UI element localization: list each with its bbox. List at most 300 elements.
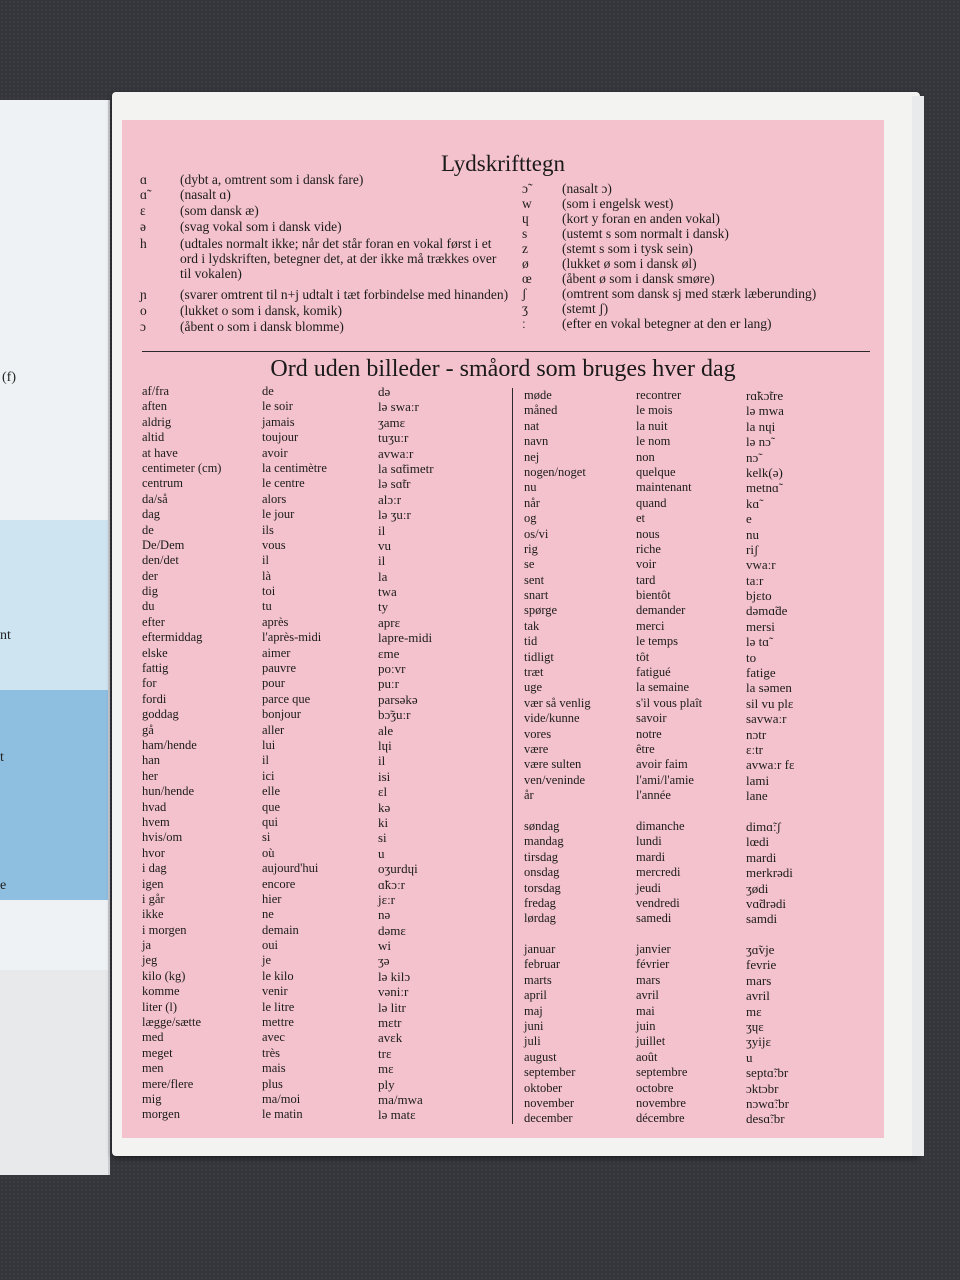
word-entry: wi: [378, 938, 391, 954]
symbol-glyph: z: [522, 241, 528, 256]
symbol-description: (nasalt ɔ): [562, 181, 612, 196]
symbol-description: (lukket ø som i dansk øl): [562, 256, 697, 271]
word-entry: aller: [262, 722, 285, 737]
word-entry: nɔ̃: [746, 449, 759, 465]
word-entry: vendredi: [636, 895, 680, 910]
word-entry: desɑ̃ːbr: [746, 1111, 785, 1127]
word-entry: alɔːr: [378, 491, 402, 507]
word-entry: ma/mwa: [378, 1091, 423, 1107]
word-entry: la nuit: [636, 418, 668, 433]
word-entry: nu: [524, 480, 537, 495]
word-entry: [746, 927, 794, 942]
illustration-sea: [0, 690, 108, 900]
pronunciation-title: Lydskrifttegn: [441, 151, 565, 176]
word-entry: kilo (kg): [142, 968, 186, 983]
word-entry: aimer: [262, 645, 291, 660]
word-entry: de: [262, 384, 274, 398]
word-entry: lə sɑ̃tr: [378, 476, 411, 492]
word-entry: dəmɑ̃de: [746, 603, 788, 619]
symbol-description: (omtrent som dansk sj med stærk læberunding): [562, 286, 817, 301]
word-entry: merci: [636, 618, 665, 633]
word-entry: snart: [524, 588, 549, 603]
word-entry: après: [262, 614, 289, 629]
word-entry: ɔktɔbr: [746, 1080, 779, 1096]
word-entry: bjɛto: [746, 588, 772, 604]
word-entry: vwaːr: [746, 557, 776, 573]
word-entry: la: [378, 568, 388, 584]
word-entry: aprɛ: [378, 614, 401, 630]
symbol-glyph: s: [522, 226, 528, 241]
word-entry: il: [262, 753, 269, 768]
symbol-description: (dybt a, omtrent som i dansk fare): [180, 172, 364, 187]
word-entry: af/fra: [142, 384, 170, 398]
symbol-description: (lukket o som i dansk, komik): [180, 303, 342, 318]
word-entry: han: [142, 753, 161, 768]
word-entry: lə tɑ̃: [746, 634, 770, 650]
wordlist-title: Ord uden billeder - småord som bruges hver dag: [270, 356, 736, 382]
word-entry: april: [524, 988, 547, 1003]
word-entry: ɛme: [378, 645, 400, 661]
word-entry: tuʒuːr: [378, 430, 409, 446]
word-entry: og: [524, 511, 537, 526]
word-entry: de: [142, 522, 154, 537]
word-entry: août: [636, 1049, 658, 1064]
word-entry: men: [142, 1061, 164, 1076]
word-entry: tu: [262, 599, 272, 614]
word-entry: nɔwɑ̃ːbr: [746, 1095, 789, 1111]
column-french-left: [262, 384, 327, 1123]
word-entry: vəniːr: [378, 984, 409, 1000]
word-entry: avril: [636, 988, 659, 1003]
word-entry: mardi: [636, 849, 666, 864]
word-entry: se: [524, 557, 535, 572]
word-entry: février: [636, 957, 670, 972]
word-entry: puːr: [378, 676, 399, 692]
word-entry: [636, 927, 702, 942]
word-entry: mere/flere: [142, 1076, 194, 1091]
column-divider: [512, 388, 513, 1124]
word-entry: lə matɛ: [378, 1107, 416, 1123]
word-entry: for: [142, 676, 157, 691]
word-entry: voir: [636, 557, 657, 572]
word-entry: i går: [142, 891, 165, 906]
symbol-glyph: ə: [140, 219, 146, 234]
symbol-glyph: h: [140, 236, 147, 251]
word-entry: lə ʒuːr: [378, 507, 411, 523]
word-entry: tid: [524, 634, 538, 649]
word-entry: ils: [262, 522, 274, 537]
word-entry: igen: [142, 876, 164, 891]
word-entry: nat: [524, 418, 540, 433]
word-entry: pour: [262, 676, 285, 691]
word-entry: ven/veninde: [524, 772, 586, 787]
word-entry: lapre-midi: [378, 630, 433, 646]
word-entry: i dag: [142, 861, 167, 876]
word-entry: demain: [262, 922, 299, 937]
word-entry: jɛːr: [378, 891, 396, 907]
word-entry: parsəkə: [378, 691, 418, 707]
symbol-description: (efter en vokal betegner at den er lang): [562, 316, 772, 331]
word-entry: maj: [524, 1003, 543, 1018]
left-page-fragment: nt: [0, 628, 11, 643]
word-entry: avoir: [262, 445, 288, 460]
word-entry: dag: [142, 507, 161, 522]
word-entry: twa: [378, 584, 397, 600]
word-entry: os/vi: [524, 526, 549, 541]
word-entry: də: [378, 384, 391, 399]
word-entry: mercredi: [636, 865, 681, 880]
word-entry: mai: [636, 1003, 655, 1018]
symbol-description: (åbent ø som i dansk smøre): [562, 271, 715, 286]
symbol-glyph: ʒ: [522, 301, 528, 316]
symbol-description: (udtales normalt ikke; når det står foran en vokal først i et ord i lydskriften, betegner det, at der ikke må trækkes over til vokalen): [180, 236, 497, 281]
word-entry: bonjour: [262, 707, 301, 722]
word-entry: meget: [142, 1045, 173, 1060]
word-entry: poːvr: [378, 661, 406, 677]
word-entry: nej: [524, 449, 540, 464]
symbol-glyph: ɔ̃: [522, 181, 528, 196]
word-entry: samedi: [636, 911, 672, 926]
word-entry: ʒɥɛ: [746, 1019, 764, 1035]
symbol-glyph: w: [522, 196, 532, 211]
word-entry: hvad: [142, 799, 167, 814]
word-entry: vous: [262, 537, 286, 552]
word-entry: je: [262, 953, 272, 968]
word-entry: [524, 804, 591, 819]
word-entry: december: [524, 1111, 573, 1126]
word-entry: der: [142, 568, 158, 583]
word-entry: être: [636, 741, 655, 756]
word-entry: si: [378, 830, 387, 846]
word-entry: lə swaːr: [378, 399, 419, 415]
word-entry: lørdag: [524, 911, 556, 926]
word-entry: lə nɔ̃: [746, 434, 771, 450]
word-entry: oktober: [524, 1080, 563, 1095]
word-entry: venir: [262, 984, 288, 999]
word-entry: lægge/sætte: [142, 1015, 202, 1030]
word-entry: bɔ̃ʒuːr: [378, 707, 411, 723]
word-entry: notre: [636, 726, 662, 741]
symbol-glyph: ɛ: [140, 203, 146, 218]
word-entry: søndag: [524, 818, 560, 833]
word-entry: le temps: [636, 634, 679, 649]
word-entry: mɛ: [746, 1003, 762, 1019]
word-entry: hvis/om: [142, 830, 183, 845]
word-entry: la sɑ̃timetr: [378, 460, 434, 476]
word-entry: qui: [262, 814, 278, 829]
symbol-description: (ustemt s som normalt i dansk): [562, 226, 729, 241]
word-entry: lane: [746, 788, 768, 804]
word-entry: il: [378, 522, 386, 538]
word-entry: maintenant: [636, 480, 692, 495]
word-entry: encore: [262, 876, 296, 891]
word-entry: morgen: [142, 1107, 180, 1122]
word-entry: et: [636, 511, 646, 526]
symbol-glyph: ɑ: [140, 172, 148, 187]
word-entry: februar: [524, 957, 561, 972]
word-entry: riche: [636, 541, 661, 556]
word-entry: [524, 927, 591, 942]
word-entry: år: [524, 788, 534, 803]
word-entry: ʒødi: [746, 880, 769, 896]
word-entry: goddag: [142, 707, 179, 722]
word-entry: være: [524, 741, 549, 756]
word-entry: lə mwa: [746, 403, 784, 419]
word-entry: mars: [746, 972, 772, 988]
word-entry: møde: [524, 388, 552, 402]
symbol-description: (åbent o som i dansk blomme): [180, 319, 344, 334]
word-entry: nɔtr: [746, 726, 767, 742]
word-entry: toi: [262, 584, 276, 599]
word-entry: alors: [262, 491, 287, 506]
word-entry: jeudi: [636, 880, 661, 895]
word-entry: décembre: [636, 1111, 685, 1126]
word-entry: merkrədi: [746, 865, 793, 881]
word-entry: pauvre: [262, 661, 297, 676]
word-entry: jamais: [262, 414, 295, 429]
word-entry: là: [262, 568, 272, 583]
pink-panel: [122, 120, 884, 1138]
word-entry: ʒyijɛ: [746, 1034, 771, 1050]
word-entry: le centre: [262, 476, 305, 491]
word-entry: centrum: [142, 476, 183, 491]
word-entry: la semaine: [636, 680, 690, 695]
word-entry: lœdi: [746, 834, 770, 850]
word-entry: avwaːr: [378, 445, 414, 461]
word-entry: uge: [524, 680, 543, 695]
column-danish-left: [142, 384, 221, 1123]
section-divider: [142, 351, 870, 352]
word-entry: novembre: [636, 1095, 686, 1110]
word-entry: træt: [524, 665, 544, 680]
word-entry: lə kilɔ: [378, 968, 411, 984]
column-ipa-left: [378, 384, 434, 1123]
word-entry: vær så venlig: [524, 695, 591, 710]
word-entry: lundi: [636, 834, 662, 849]
symbol-description: (nasalt ɑ): [180, 187, 231, 202]
illustration-dock: [0, 970, 108, 1175]
column-ipa-right: [746, 388, 794, 1127]
word-entry: jeg: [142, 953, 158, 968]
left-page: [0, 100, 110, 1175]
word-entry: kɑ̃: [746, 495, 760, 511]
word-entry: fredag: [524, 895, 556, 910]
word-entry: le mois: [636, 403, 673, 418]
symbol-glyph: ɲ: [140, 287, 147, 302]
word-entry: ty: [378, 599, 389, 615]
word-entry: mɛ: [378, 1061, 394, 1077]
word-entry: ici: [262, 768, 275, 783]
word-entry: ma/moi: [262, 1091, 301, 1106]
word-entry: liter (l): [142, 999, 178, 1014]
word-entry: fordi: [142, 691, 167, 706]
word-entry: lami: [746, 772, 770, 788]
word-entry: avec: [262, 1030, 285, 1045]
word-entry: isi: [378, 768, 391, 784]
word-entry: mais: [262, 1061, 286, 1076]
word-entry: her: [142, 768, 158, 783]
word-entry: le kilo: [262, 968, 294, 983]
word-entry: samdi: [746, 911, 778, 927]
word-entry: juni: [524, 1019, 544, 1034]
word-entry: tôt: [636, 649, 650, 664]
left-page-fragment: t: [0, 750, 4, 765]
word-entry: dəmɛ: [378, 922, 406, 938]
word-entry: aldrig: [142, 414, 172, 429]
word-entry: vores: [524, 726, 552, 741]
word-entry: måned: [524, 403, 558, 418]
word-entry: med: [142, 1030, 164, 1045]
word-entry: dimɑ̃ːʃ: [746, 818, 781, 834]
word-entry: trɛ: [378, 1045, 392, 1061]
word-entry: mars: [636, 972, 661, 987]
word-entry: tak: [524, 618, 540, 633]
symbol-description: (stemt ʃ): [562, 301, 609, 316]
word-entry: bientôt: [636, 588, 671, 603]
word-entry: hvem: [142, 814, 170, 829]
word-entry: ne: [262, 907, 274, 922]
word-entry: lɥi: [378, 737, 392, 753]
word-entry: vɑ̃drədi: [746, 895, 787, 911]
word-entry: ale: [378, 722, 394, 738]
word-entry: l'après-midi: [262, 630, 322, 645]
word-entry: sil vu plɛ: [746, 695, 794, 711]
word-entry: aujourd'hui: [262, 861, 319, 876]
word-entry: quelque: [636, 464, 676, 479]
word-entry: når: [524, 495, 540, 510]
word-entry: kə: [378, 799, 391, 815]
word-entry: avril: [746, 988, 770, 1004]
word-entry: savoir: [636, 711, 667, 726]
word-entry: nə: [378, 907, 391, 923]
word-entry: avwaːr fɛ: [746, 757, 795, 773]
symbol-description: (kort y foran en anden vokal): [562, 211, 720, 226]
symbol-glyph: ɥ: [522, 211, 529, 226]
symbol-glyph: o: [140, 303, 147, 318]
word-entry: fatigué: [636, 665, 671, 680]
word-entry: metnɑ̃: [746, 480, 779, 496]
word-entry: den/det: [142, 553, 179, 568]
word-entry: torsdag: [524, 880, 561, 895]
word-entry: ʒamɛ: [378, 414, 406, 430]
word-entry: da/så: [142, 491, 168, 506]
word-entry: riʃ: [746, 541, 759, 557]
word-entry: ɑ̃kɔːr: [378, 876, 406, 892]
word-entry: taːr: [746, 572, 764, 588]
word-entry: il: [378, 753, 386, 769]
word-entry: De/Dem: [142, 537, 185, 552]
word-entry: være sulten: [524, 757, 582, 772]
word-entry: ɛːtr: [746, 741, 764, 757]
word-entry: juin: [636, 1019, 656, 1034]
word-entry: komme: [142, 984, 180, 999]
symbol-glyph: ɑ̃: [140, 187, 148, 202]
word-entry: la səmen: [746, 680, 792, 696]
word-entry: to: [746, 649, 757, 665]
word-entry: oui: [262, 938, 278, 953]
word-entry: tirsdag: [524, 849, 559, 864]
word-entry: [746, 804, 794, 819]
word-entry: où: [262, 845, 275, 860]
word-entry: nu: [746, 526, 759, 542]
word-entry: altid: [142, 430, 165, 445]
word-entry: tard: [636, 572, 656, 587]
word-entry: s'il vous plaît: [636, 695, 703, 710]
word-entry: fattig: [142, 661, 169, 676]
word-entry: ja: [142, 938, 152, 953]
word-entry: at have: [142, 445, 178, 460]
word-entry: lui: [262, 737, 276, 752]
word-entry: elske: [142, 645, 168, 660]
symbol-glyph: ɔ: [140, 319, 146, 334]
word-entry: ki: [378, 814, 389, 830]
word-entry: hvor: [142, 845, 165, 860]
word-entry: ham/hende: [142, 737, 197, 752]
word-entry: il: [378, 553, 386, 569]
word-entry: ply: [378, 1076, 395, 1092]
word-entry: très: [262, 1045, 281, 1060]
word-entry: august: [524, 1049, 557, 1064]
word-entry: mɛtr: [378, 1015, 402, 1031]
word-entry: vu: [378, 537, 391, 553]
word-entry: le matin: [262, 1107, 303, 1122]
left-page-fragment: (f): [2, 370, 16, 385]
word-entry: dimanche: [636, 818, 685, 833]
symbol-glyph: œ: [522, 271, 532, 286]
word-entry: ʒɑ̃vje: [746, 942, 775, 958]
word-entry: kelk(ə): [746, 464, 783, 480]
symbol-description: (som dansk æ): [180, 203, 259, 218]
word-entry: juli: [524, 1034, 541, 1049]
word-entry: elle: [262, 784, 281, 799]
word-entry: hier: [262, 891, 282, 906]
word-entry: ʒə: [378, 953, 390, 969]
word-entry: demander: [636, 603, 686, 618]
word-entry: l'année: [636, 788, 671, 803]
word-entry: aften: [142, 399, 167, 414]
word-entry: november: [524, 1095, 574, 1110]
word-entry: fatige: [746, 665, 776, 681]
word-entry: tidligt: [524, 649, 554, 664]
word-entry: si: [262, 830, 271, 845]
word-entry: centimeter (cm): [142, 460, 222, 475]
word-entry: parce que: [262, 691, 311, 706]
word-entry: onsdag: [524, 865, 560, 880]
word-entry: u: [746, 1049, 753, 1065]
word-entry: toujour: [262, 430, 299, 445]
word-entry: januar: [524, 942, 556, 957]
word-entry: ikke: [142, 907, 164, 922]
word-entry: l'ami/l'amie: [636, 772, 694, 787]
column-french-right: [636, 388, 702, 1127]
symbol-glyph: ː: [522, 316, 526, 331]
word-entry: non: [636, 449, 655, 464]
word-entry: gå: [142, 722, 154, 737]
word-entry: spørge: [524, 603, 558, 618]
word-entry: septembre: [636, 1065, 688, 1080]
word-entry: mardi: [746, 849, 777, 865]
word-entry: mig: [142, 1091, 162, 1106]
symbol-description: (som i engelsk west): [562, 196, 674, 211]
word-entry: mandag: [524, 834, 564, 849]
word-entry: quand: [636, 495, 667, 510]
word-entry: nous: [636, 526, 660, 541]
symbol-description: (stemt s som i tysk sein): [562, 241, 693, 256]
symbol-description: (svarer omtrent til n+j udtalt i tæt forbindelse med hinanden): [180, 287, 509, 302]
word-entry: mersi: [746, 618, 775, 634]
word-entry: i morgen: [142, 922, 187, 937]
word-entry: le jour: [262, 507, 295, 522]
